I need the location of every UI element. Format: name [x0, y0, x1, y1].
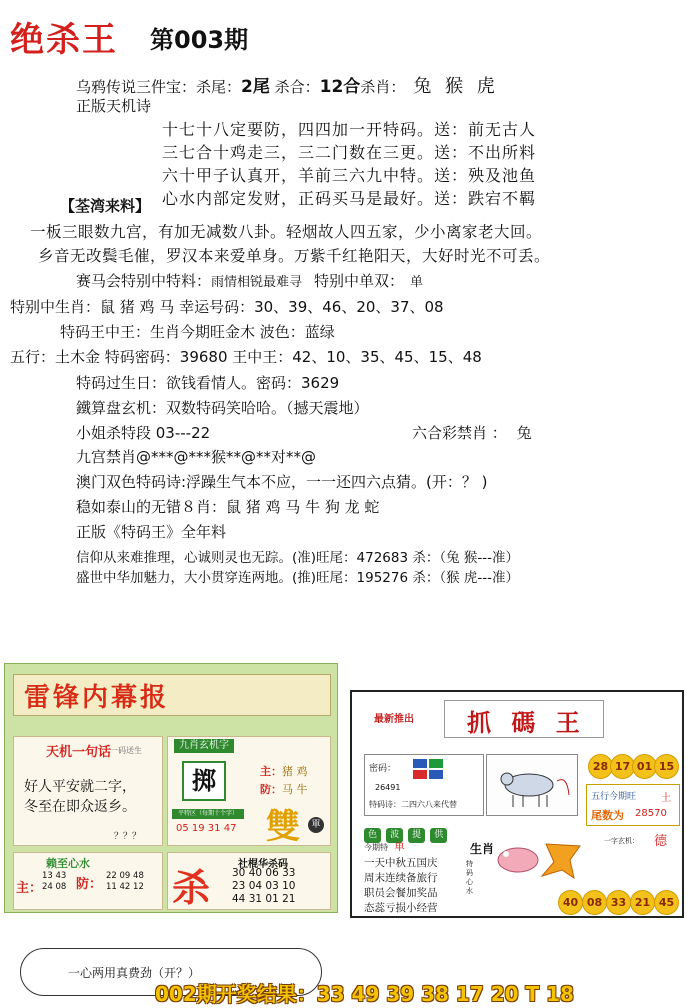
tianji-box [13, 736, 163, 846]
zhuama-poem-line: 一天中秋五国庆 [364, 857, 438, 869]
shegun-row: 44 31 01 21 [232, 893, 296, 905]
abacus-line: 鐵算盘玄机：双数特码笑哈哈。（撼天震地） [76, 399, 369, 417]
zhuama-poem-line: 职员会餐加奖品 [364, 887, 438, 899]
source-line: 乡音无改鬓毛催，罗汉本来爱单身。万紫千红艳阳天，大好时光不可丢。 [38, 247, 551, 265]
shengxiao-label: 生肖 [470, 842, 495, 856]
ball-top: 28 [588, 754, 613, 779]
jiugong-line: 九宫禁肖@***@***猴**@**对**@ [76, 448, 317, 466]
latest-label: 最新推出 [374, 714, 414, 725]
wuxing-box [586, 784, 680, 826]
kill-xiao: 兔 猴 虎 [413, 76, 499, 97]
xinshui-title: 赖至心水 [46, 857, 90, 870]
shegun-row: 30 40 06 33 [232, 867, 296, 879]
grid-left-row: 13 43 [42, 871, 67, 881]
pingte-nums: 05 19 31 47 [176, 823, 237, 834]
shegun-title: 社棍华杀码 [238, 859, 288, 870]
kill-he-label: 杀合： [269, 78, 320, 96]
wuxing-value: 土 [661, 793, 671, 804]
zhengban-line: 正版《特码王》全年料 [76, 523, 227, 541]
ball-top: 17 [610, 754, 635, 779]
tianji-q: ？？？ [114, 832, 142, 842]
leifeng-panel [4, 663, 338, 913]
password-value: 26491 [375, 783, 401, 792]
liuhe-ban-value: 兔 [516, 424, 532, 442]
fang-label: 防： [260, 783, 282, 796]
saima-line [76, 270, 423, 291]
badge-row [364, 822, 447, 843]
source-label: 【荃湾来料】 [60, 197, 151, 215]
ox-icon [487, 755, 577, 815]
ball-bottom: 40 [558, 890, 583, 915]
xinshui-box [13, 852, 163, 910]
zhuama-poem [364, 856, 438, 916]
ball-top: 15 [654, 754, 679, 779]
tema-mima-value: 二四六八来代替 [401, 800, 457, 809]
weishu-value: 28570 [635, 808, 667, 819]
grid-right-row: 22 09 48 [106, 871, 144, 881]
danshuang-label: 特别中单双： [314, 272, 405, 290]
grid-right-row: 11 42 12 [106, 882, 144, 892]
pig-icon [484, 832, 584, 882]
ball-bottom: 08 [582, 890, 607, 915]
xuanji-char: 掷 [182, 761, 226, 801]
liuhe-ban-line [412, 422, 532, 443]
zhuama-title-box [444, 700, 604, 738]
sha-char: 杀 [172, 866, 211, 910]
tema-mima [369, 799, 457, 810]
tema-mima-label: 特码诗： [369, 800, 401, 809]
ball-bottom: 45 [654, 890, 679, 915]
tema-king: 特码王中王：生肖今期旺金木 波色：蓝绿 [60, 323, 335, 341]
saima-value: 雨情相锐最难寻 [211, 275, 303, 290]
wuxing-label: 五行今期旺 [591, 792, 637, 802]
xiaojie-line: 小姐杀特段 03---22 [76, 424, 211, 442]
kill-xiao-label: 杀肖： [360, 78, 406, 96]
ball-bottom: 33 [606, 890, 631, 915]
shuang-char: 雙 [266, 807, 300, 847]
tianji-text [24, 777, 136, 817]
ball-top: 01 [632, 754, 657, 779]
badge: 波 [386, 828, 403, 843]
tianji-line: 好人平安就二字， [24, 779, 136, 795]
kill-tail: 2尾 [241, 77, 270, 97]
cloud-text: 一心两用真费劲（开？） [68, 966, 201, 980]
shegun-box [167, 852, 331, 910]
leifeng-header [13, 674, 331, 716]
wenru-line: 稳如泰山的无错８肖：鼠 猪 鸡 马 牛 狗 龙 蛇 [76, 498, 380, 516]
source-block [30, 220, 550, 268]
zhu-line [260, 763, 308, 779]
xinshui-fang: 防： [76, 877, 103, 892]
draw-result: 002期开奖结果：33 49 39 38 17 20 T 18 [155, 982, 574, 1006]
fang-line [260, 781, 308, 797]
wuxing-line: 五行：土木金 特码密码：39680 王中王：42、10、35、45、15、48 [10, 348, 482, 366]
badge-extra: 单 [394, 840, 405, 853]
ball-bottom: 21 [630, 890, 655, 915]
zhuama-title: 抓 碼 王 [467, 708, 586, 737]
xinyang-line: 盛世中华加魅力，大小贯穿连两地。(推)旺尾：195276 杀：（猴 虎---准） [76, 570, 520, 586]
poem-block [162, 118, 536, 210]
password-label: 密码： [369, 764, 397, 774]
logo-icon [413, 759, 443, 779]
zhu-value: 猪 鸡 [282, 765, 308, 778]
weishu-label: 尾数为 [591, 809, 624, 822]
poem-line: 三七合十鸡走三，三二门数在三更。送：不出所料 [162, 143, 537, 162]
saima-label: 赛马会特别中特料： [76, 272, 212, 290]
poem-line: 六十甲子认真开，羊前三六九中特。送：殃及池鱼 [162, 166, 537, 185]
password-box [364, 754, 484, 816]
shegun-row: 23 04 03 10 [232, 880, 296, 892]
tianji-line: 冬至在即众返乡。 [24, 799, 136, 815]
side-label: 特码心水 [466, 860, 473, 895]
kill-he: 12合 [319, 77, 361, 97]
leifeng-title: 雷锋内幕报 [24, 683, 170, 713]
zhuama-poem-line: 周末连续备旅行 [364, 872, 438, 884]
shuang-tag: 單 [308, 817, 324, 833]
grid-right [106, 871, 144, 893]
xuanji-box [167, 736, 331, 846]
xuanji-title: 九肖玄机字 [174, 739, 234, 753]
poem-line: 十七十八定要防，四四加一开特码。送：前无古人 [162, 120, 537, 139]
yizi-label: 一字玄机： [604, 837, 639, 845]
badge: 供 [430, 828, 447, 843]
jinqi-label: 今期特 [364, 843, 388, 852]
zhu-label: 主： [260, 765, 282, 778]
issue-number: 第003期 [150, 26, 249, 54]
xinyang-block [76, 548, 519, 588]
ox-image [486, 754, 578, 816]
badge: 色 [364, 828, 381, 843]
xinshui-zhu: 主： [16, 881, 43, 896]
tianji-title: 天机一句话 [46, 745, 112, 760]
danshuang-value: 单 [410, 275, 424, 290]
liuhe-ban-label: 六合彩禁肖 ： [412, 424, 507, 442]
yizi-value: 德 [654, 834, 668, 849]
tianji-small: 一码送生 [110, 746, 142, 755]
special-xiao: 特别中生肖：鼠 猪 鸡 马 幸运号码：30、39、46、20、37、08 [10, 298, 444, 316]
page-title: 绝杀王 [10, 20, 118, 60]
poem-title: 正版天机诗 [76, 97, 152, 115]
macau-line: 澳门双色特码诗:浮躁生气本不应，一一还四六点猜。(开：？ ) [76, 473, 488, 491]
pig-image [484, 832, 584, 882]
poem-line: 心水内部定发财，正码买马是最好。送：跌宕不羁 [162, 189, 537, 208]
shegun-nums [232, 867, 295, 906]
badge: 提 [408, 828, 425, 843]
source-line: 一板三眼数九宫，有加无减数八卦。轻烟故人四五家，少小离家老大回。 [30, 223, 543, 241]
xinyang-line: 信仰从来难推理，心诚则灵也无踪。(准)旺尾：472683 杀：（兔 猴---准） [76, 550, 520, 566]
grid-left-row: 24 08 [42, 882, 67, 892]
zhuama-panel [350, 690, 684, 918]
grid-left [42, 871, 66, 893]
pingte-label: 平特区（每期十个字） [172, 809, 244, 819]
crow-legend-label: 乌鸦传说三件宝：杀尾： [76, 78, 242, 96]
birthday-line: 特码过生日：欲钱看情人。密码：3629 [76, 374, 340, 392]
zhuama-poem-line: 态蕊亏损小经营 [364, 902, 438, 914]
fang-value: 马 牛 [282, 783, 308, 796]
